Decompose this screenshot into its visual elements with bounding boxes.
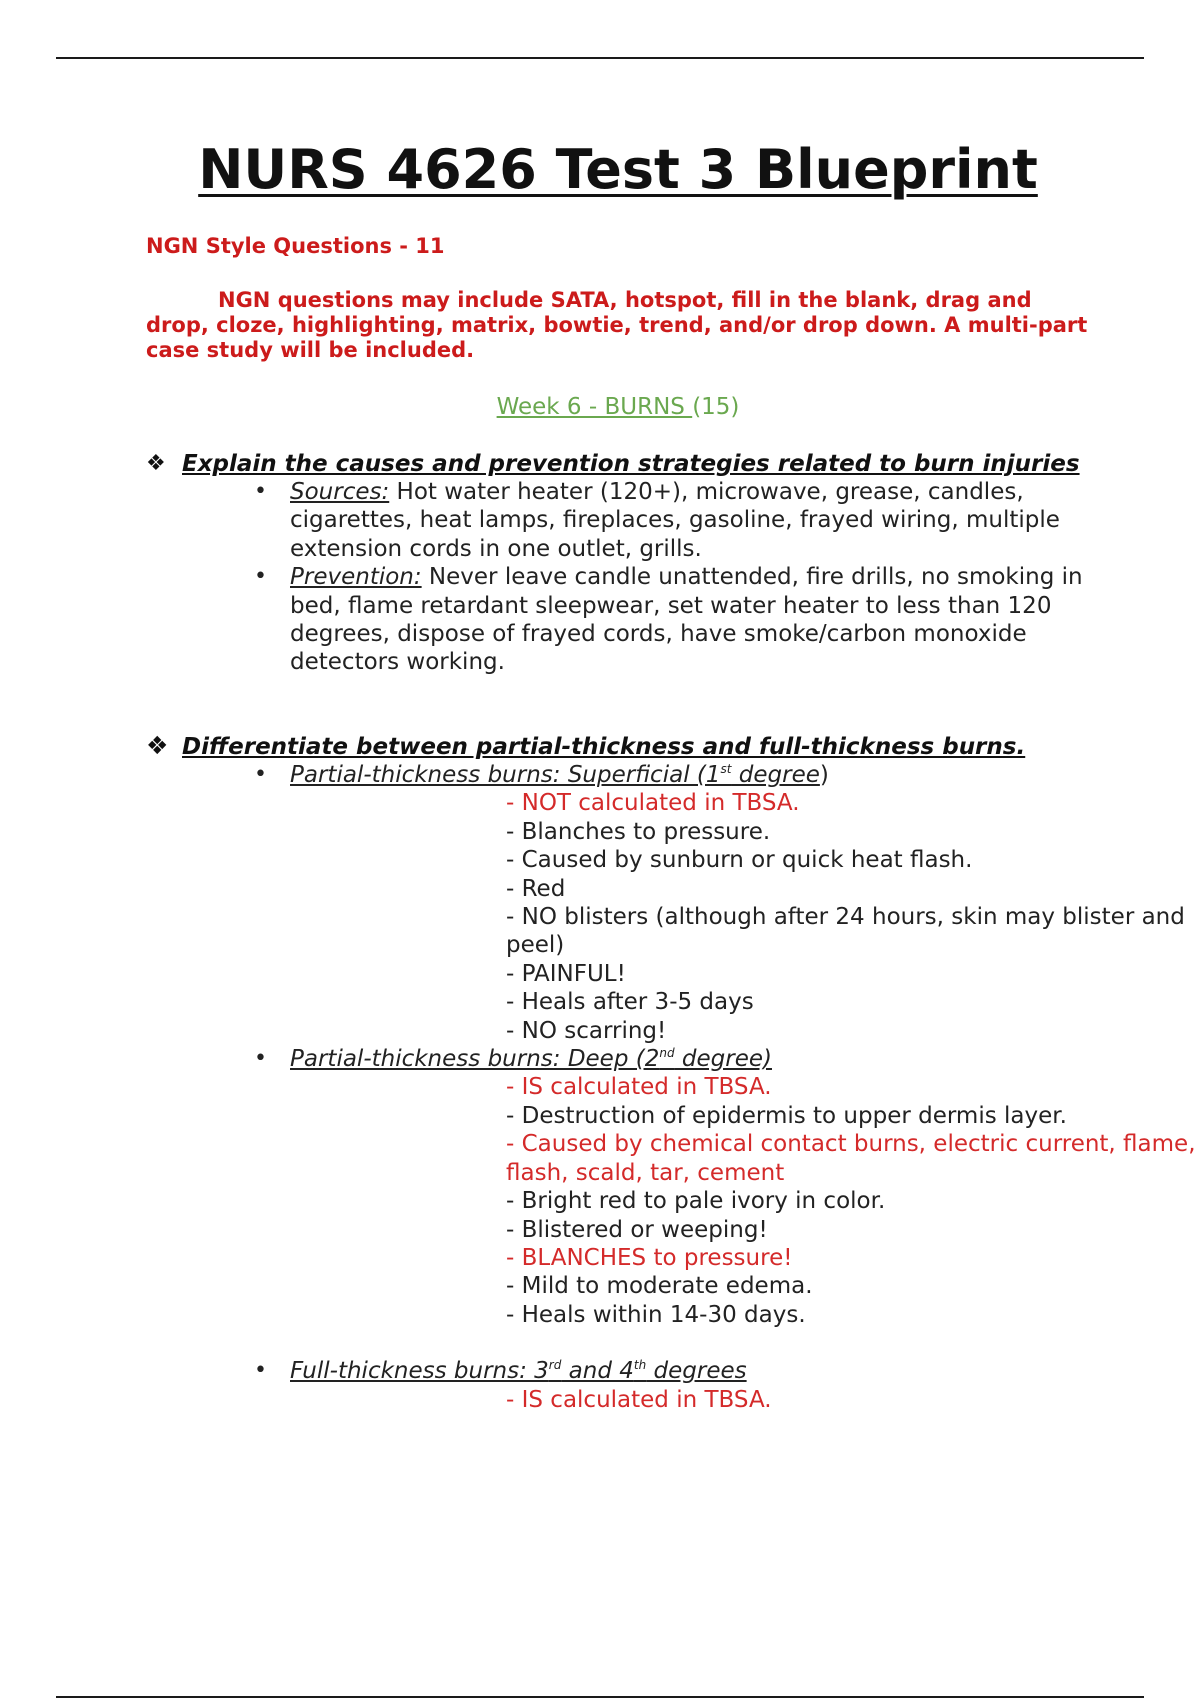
objective-causes-prevention (146, 450, 1106, 677)
bullet-dot-icon: • (254, 479, 267, 504)
label-suffix: degree (731, 762, 820, 788)
item-text: Hot water heater (120+), microwave, grease, candles, cigarettes, heat lamps, fireplaces, gasoline, frayed wiring, multiple extension cords in one outlet, grills. (290, 479, 1060, 562)
label-suffix: degree) (674, 1046, 772, 1073)
item-text: Never leave candle unattended, fire drills, no smoking in bed, flame retardant sleepwear, set water heater to less than 120 degrees, dispose of frayed cords, have smoke/carbon monoxide detectors working. (290, 564, 1083, 676)
objective-heading (146, 450, 1106, 478)
list-item-superficial (146, 761, 1185, 1045)
list-item-sources (146, 478, 1106, 563)
list-item: - IS calculated in TBSA. (506, 1386, 772, 1413)
spacer (290, 1329, 1106, 1357)
objective-burn-thickness (146, 731, 1196, 1414)
item-label: Prevention: (290, 564, 422, 591)
list-item-deep (146, 1045, 1196, 1357)
list-item: - Red (506, 875, 566, 902)
diamond-bullet-icon: ❖ (146, 731, 169, 760)
list-item: - Caused by chemical contact burns, electric current, flame, flash, scald, tar, cement (506, 1131, 1196, 1186)
list-item: - Destruction of epidermis to upper dermis layer. (506, 1102, 1067, 1129)
list-item: - NO blisters (although after 24 hours, skin may blister and peel) (506, 904, 1185, 959)
bullet-list (146, 761, 1196, 1414)
sub-list-deep (290, 1073, 1196, 1329)
bottom-rule (56, 1696, 1144, 1698)
sub-list-full (290, 1386, 1106, 1414)
label-prefix: Partial-thickness burns: Superficial (1 (290, 762, 721, 788)
bullet-list (146, 478, 1106, 677)
diamond-bullet-icon: ❖ (146, 451, 166, 476)
list-item: - IS calculated in TBSA. (506, 1074, 772, 1101)
list-item: - Blanches to pressure. (506, 818, 771, 845)
bullet-dot-icon: • (254, 762, 267, 787)
list-item: - Heals within 14-30 days. (506, 1301, 806, 1328)
item-label (290, 1046, 772, 1072)
label-sup: nd (659, 1046, 675, 1061)
objective-heading (146, 733, 1106, 761)
item-label (290, 1358, 747, 1384)
list-item: - BLANCHES to pressure! (506, 1244, 793, 1271)
item-label (290, 762, 820, 788)
top-rule (56, 57, 1144, 59)
label-suffix: degrees (646, 1358, 747, 1385)
sub-list-superficial (290, 789, 1185, 1045)
bullet-dot-icon: • (254, 1046, 267, 1072)
ngn-heading: NGN Style Questions - 11 (146, 234, 445, 258)
ngn-description: NGN questions may include SATA, hotspot, fill in the blank, drag and drop, cloze, highlighting, matrix, bowtie, trend, and/or drop down. A multi-part case study will be included. (146, 288, 1088, 362)
bullet-dot-icon: • (254, 1358, 267, 1384)
list-item: - NOT calculated in TBSA. (506, 790, 800, 817)
label-sup: st (720, 762, 732, 776)
list-item: - Blistered or weeping! (506, 1216, 768, 1243)
item-label: Sources: (290, 479, 390, 505)
label-sup: th (633, 1358, 647, 1373)
list-item: - PAINFUL! (506, 960, 626, 987)
label-prefix: Partial-thickness burns: Deep (2 (290, 1046, 660, 1073)
label-sup: rd (548, 1358, 562, 1373)
list-item: - Bright red to pale ivory in color. (506, 1188, 886, 1215)
week-link[interactable]: Week 6 - BURNS (496, 394, 693, 420)
label-close: ) (819, 762, 829, 788)
list-item: - NO scarring! (506, 1017, 667, 1044)
list-item: - Heals after 3-5 days (506, 989, 754, 1016)
objective-title: Differentiate between partial-thickness and full-thickness burns. (182, 734, 1026, 760)
list-item: - Caused by sunburn or quick heat flash. (506, 847, 973, 874)
page-title: NURS 4626 Test 3 Blueprint (198, 138, 1038, 201)
week-heading (0, 394, 1200, 420)
list-item-prevention (146, 563, 1106, 677)
label-prefix: Full-thickness burns: 3 (290, 1358, 549, 1385)
bullet-dot-icon: • (254, 564, 267, 590)
week-count: (15) (692, 394, 740, 420)
label-mid: and 4 (561, 1358, 634, 1385)
objective-title: Explain the causes and prevention strategies related to burn injuries (182, 451, 1080, 477)
list-item-full (146, 1357, 1106, 1414)
list-item: - Mild to moderate edema. (506, 1273, 813, 1300)
